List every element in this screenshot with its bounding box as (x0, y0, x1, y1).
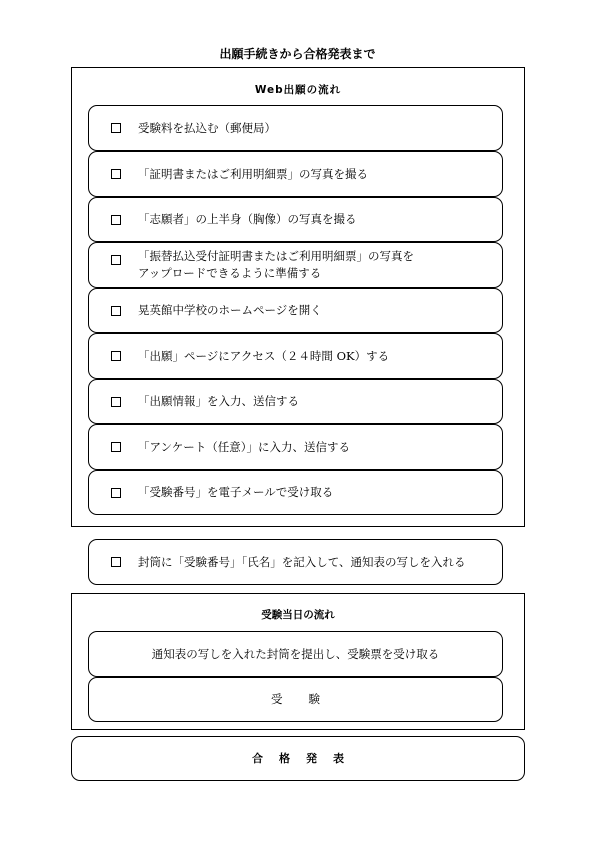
step-open-homepage (88, 288, 503, 333)
step-access-page (88, 333, 503, 379)
checkbox-icon (111, 306, 121, 316)
step-prepare-upload (88, 242, 503, 288)
checkbox-icon (111, 169, 121, 179)
step-text: 「証明書またはご利用明細票」の写真を撮る (138, 166, 368, 181)
step-text: 封筒に「受験番号」「氏名」を記入して、通知表の写しを入れる (138, 554, 466, 569)
step-text-line2: アップロードできるように準備する (138, 266, 322, 280)
result-text: 合格発表 (252, 752, 360, 765)
step-text: 受験料を払込む（郵便局） (138, 120, 276, 135)
checkbox-icon (111, 255, 121, 265)
step-text (138, 248, 494, 282)
step-submit-envelope (88, 631, 503, 677)
step-text: 「出願」ページにアクセス（２４時間 OK）する (138, 348, 390, 363)
result-announcement (71, 736, 525, 781)
checkbox-icon (111, 351, 121, 361)
step-text: 通知表の写しを入れた封筒を提出し、受験票を受け取る (151, 646, 440, 661)
step-text: 晃英館中学校のホームページを開く (138, 303, 322, 317)
step-text: 「受験番号」を電子メールで受け取る (138, 485, 334, 499)
exam-section-title: 受験当日の流れ (261, 609, 335, 621)
step-survey (88, 424, 503, 470)
step-text: 「志願者」の上半身（胸像）の写真を撮る (138, 212, 357, 226)
step-text: 「アンケート（任意）」に入力、送信する (138, 439, 351, 454)
step-text: 受験 (271, 692, 346, 706)
step-envelope (88, 539, 503, 585)
checkbox-icon (111, 557, 121, 567)
step-text: 「出願情報」を入力、送信する (138, 394, 299, 408)
web-section-title: Web出願の流れ (254, 84, 342, 96)
checkbox-icon (111, 123, 121, 133)
step-pay-fee (88, 105, 503, 151)
checkbox-icon (111, 442, 121, 452)
step-photo-applicant (88, 197, 503, 242)
checkbox-icon (111, 397, 121, 407)
page-title: 出願手続きから合格発表まで (219, 47, 376, 61)
step-photo-receipt (88, 151, 503, 197)
step-receive-number (88, 470, 503, 515)
checkbox-icon (111, 488, 121, 498)
step-input-info (88, 379, 503, 424)
step-exam (88, 677, 503, 722)
step-text-line1: 「振替払込受付証明書またはご利用明細票」の写真を (138, 249, 414, 263)
checkbox-icon (111, 215, 121, 225)
